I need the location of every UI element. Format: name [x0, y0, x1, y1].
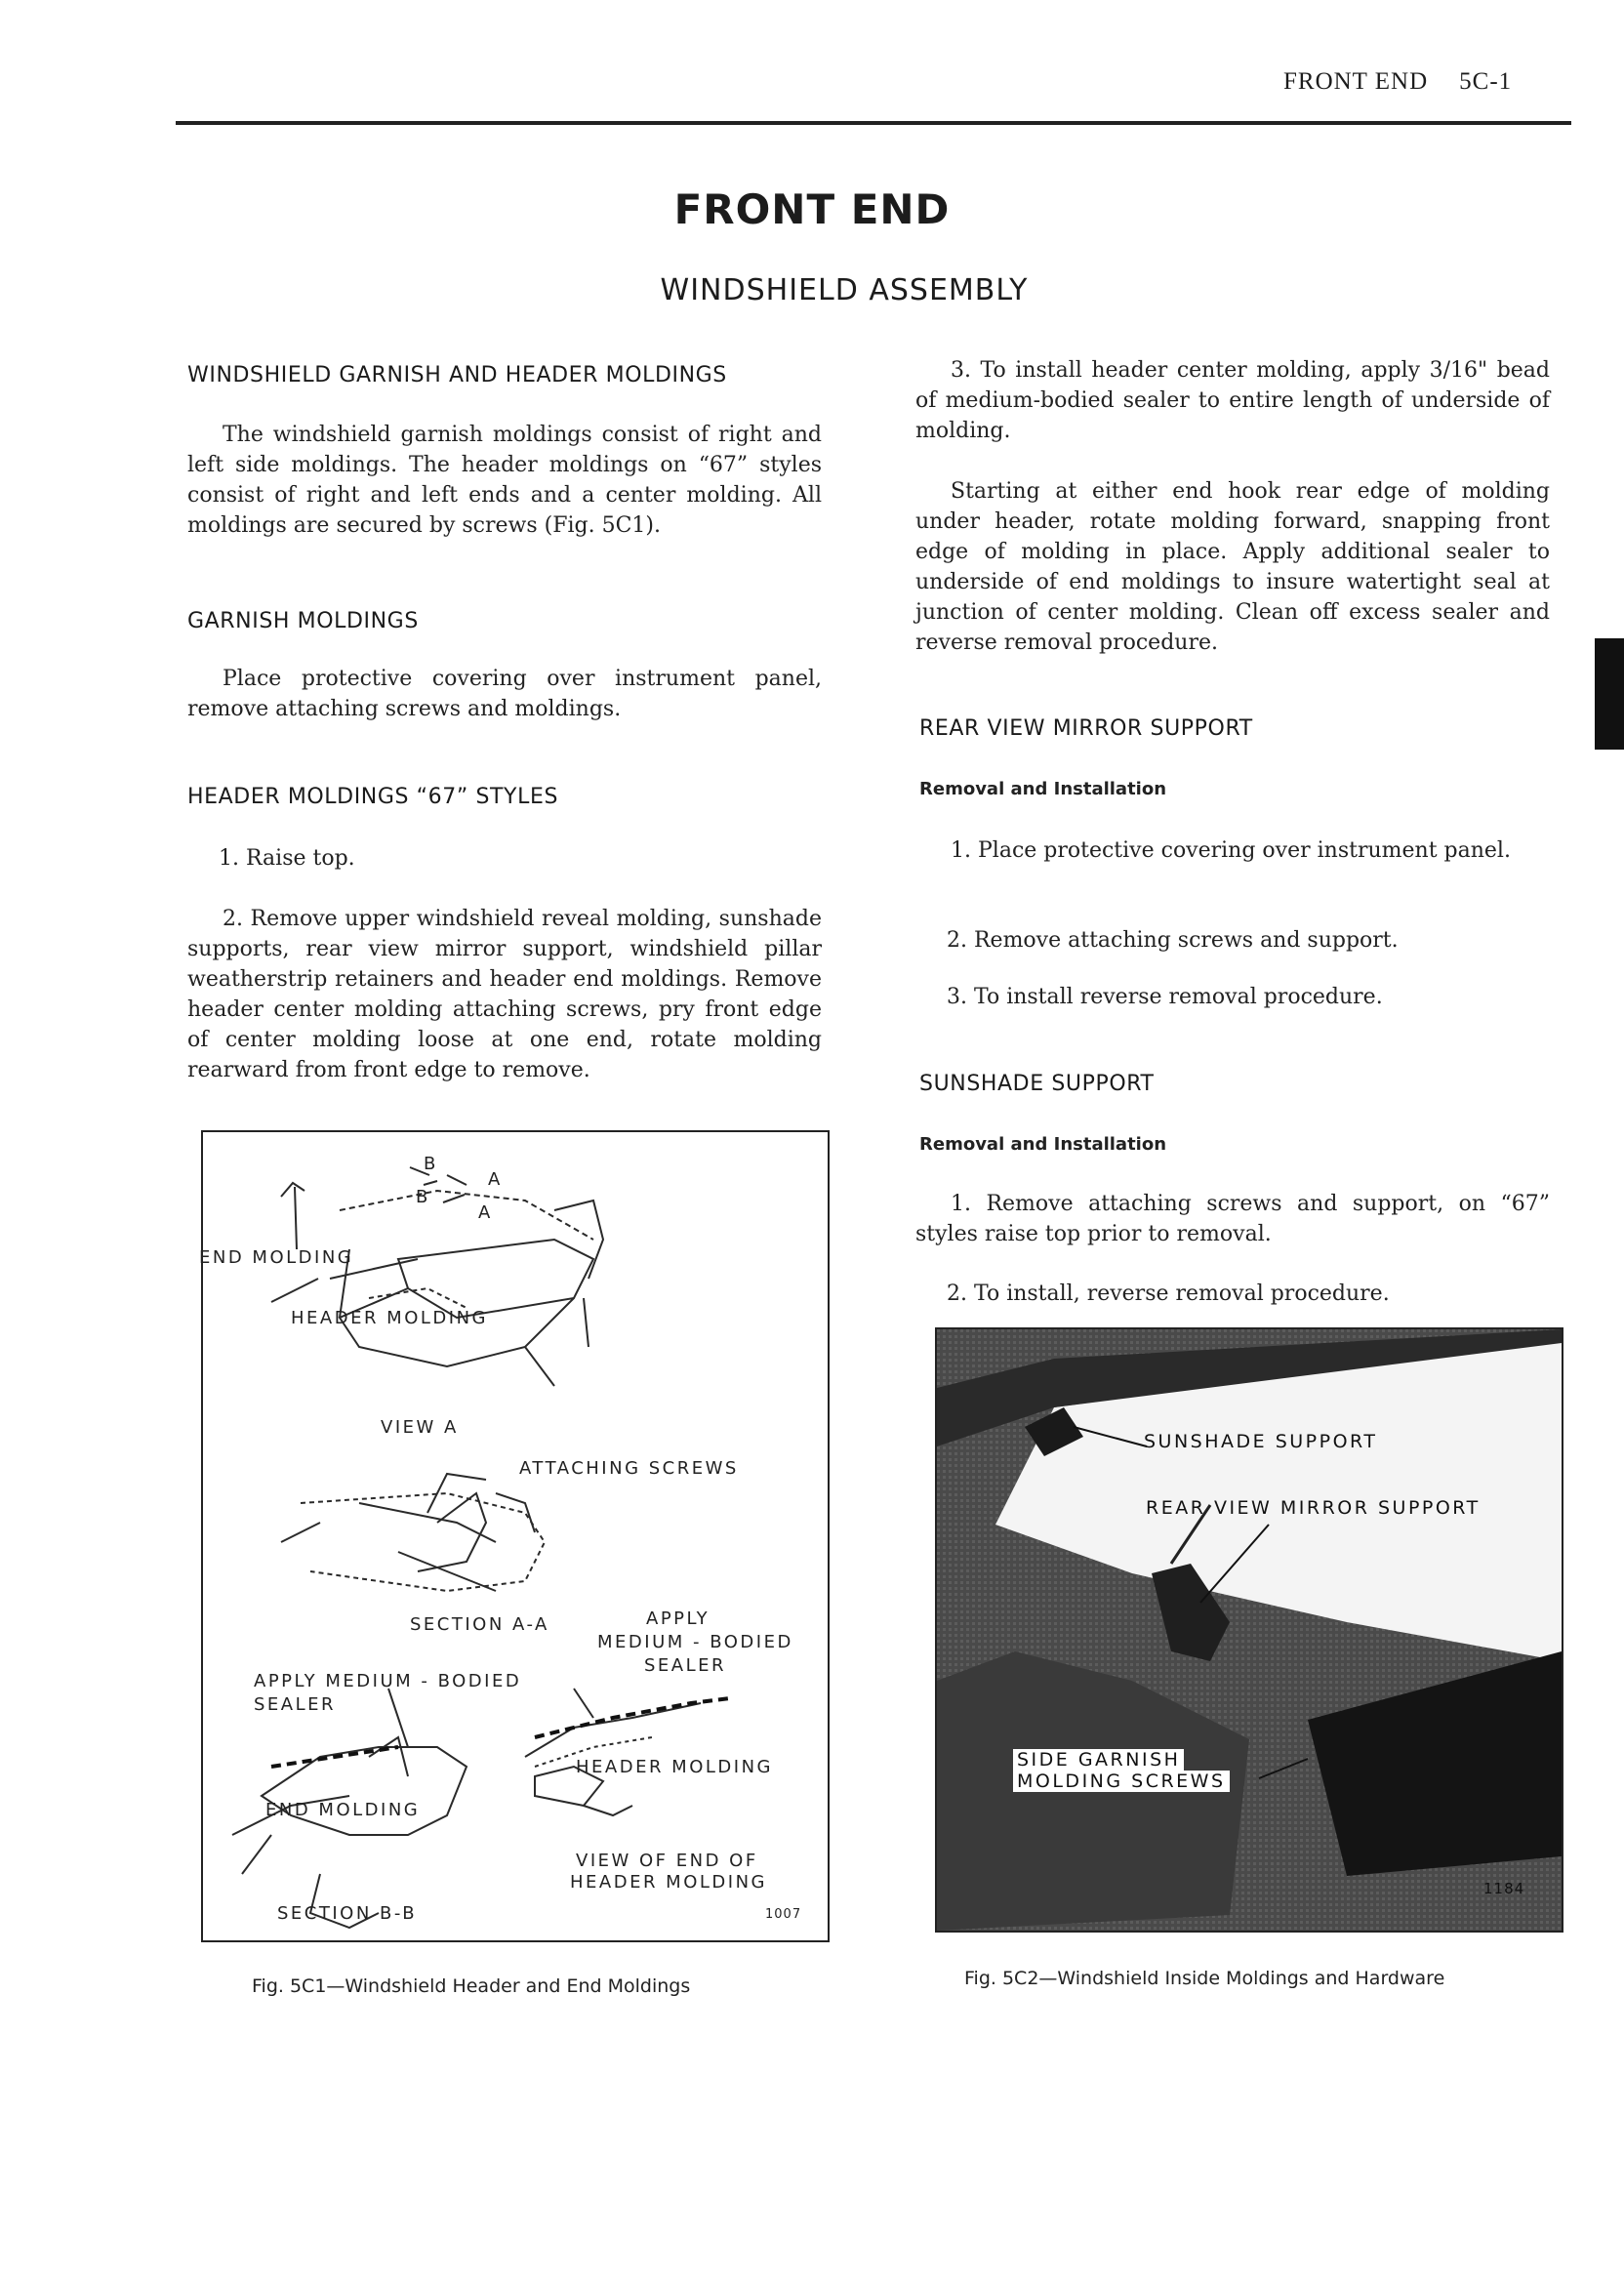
label-a-2: A — [478, 1202, 493, 1223]
label-a-1: A — [488, 1169, 503, 1190]
paragraph-garnish: Place protective covering over instrument panel, remove attaching screws and moldings. — [187, 667, 822, 721]
section-thumb-tab — [1595, 638, 1624, 750]
subheading-mirror-removal: Removal and Installation — [919, 779, 1167, 799]
sunshade-step-1: 1. Remove attaching screws and support, on “67” styles raise top prior to removal. — [915, 1192, 1550, 1246]
label-section-bb: SECTION B-B — [277, 1903, 418, 1924]
label-view-end-1: VIEW OF END OF — [576, 1851, 758, 1871]
mirror-step-1: 1. Place protective covering over instrument panel. — [951, 838, 1511, 863]
label-mirror-support: REAR VIEW MIRROR SUPPORT — [1146, 1497, 1481, 1519]
figure-5c1 — [201, 1130, 830, 1942]
heading-mirror-support: REAR VIEW MIRROR SUPPORT — [919, 716, 1253, 741]
label-header-molding-2: HEADER MOLDING — [576, 1757, 773, 1777]
label-b-2: B — [416, 1187, 430, 1207]
figure-5c2-drawing — [937, 1329, 1562, 1931]
mirror-step-3: 3. To install reverse removal procedure. — [947, 985, 1383, 1009]
heading-sunshade-support: SUNSHADE SUPPORT — [919, 1072, 1155, 1096]
subheading-sunshade-removal: Removal and Installation — [919, 1134, 1167, 1155]
mirror-step-2: 2. Remove attaching screws and support. — [947, 928, 1399, 953]
label-view-a: VIEW A — [381, 1417, 459, 1438]
step-1: 1. Raise top. — [219, 846, 355, 871]
label-header-molding: HEADER MOLDING — [291, 1308, 488, 1328]
label-sunshade-support: SUNSHADE SUPPORT — [1144, 1431, 1378, 1452]
page-title: FRONT END — [673, 185, 951, 233]
figure-number-1007: 1007 — [765, 1907, 802, 1922]
label-apply-sealer-left-2: SEALER — [254, 1694, 337, 1715]
label-apply-sealer-right-1: APPLY — [646, 1608, 710, 1629]
label-end-molding-2: END MOLDING — [265, 1800, 421, 1820]
running-header — [1283, 68, 1571, 96]
heading-header-moldings-67: HEADER MOLDINGS “67” STYLES — [187, 785, 559, 809]
label-view-end-2: HEADER MOLDING — [570, 1872, 767, 1893]
heading-garnish-header-moldings: WINDSHIELD GARNISH AND HEADER MOLDINGS — [187, 363, 727, 387]
label-garnish-screws-1: SIDE GARNISH — [1013, 1749, 1184, 1771]
paragraph-starting: Starting at either end hook rear edge of molding under header, rotate molding forward, snapping front edge of molding in place. Apply additional sealer to underside of end moldings to insure watertight seal at junction of center molding. Clean off excess sealer and reverse removal procedure. — [915, 479, 1550, 655]
figure-5c2-photo — [935, 1327, 1563, 1933]
label-attaching-screws: ATTACHING SCREWS — [519, 1458, 739, 1479]
label-section-aa: SECTION A-A — [410, 1614, 549, 1635]
running-header-section: FRONT END — [1283, 68, 1429, 95]
caption-fig-5c2: Fig. 5C2—Windshield Inside Moldings and Hardware — [964, 1968, 1445, 1989]
step-3: 3. To install header center molding, apply 3/16" bead of medium-bodied sealer to entire length of underside of molding. — [915, 358, 1550, 443]
label-apply-sealer-right-2: MEDIUM - BODIED — [597, 1632, 793, 1652]
heading-garnish-moldings: GARNISH MOLDINGS — [187, 609, 419, 633]
step-2: 2. Remove upper windshield reveal molding, sunshade supports, rear view mirror support, windshield pillar weatherstrip retainers and header end moldings. Remove header center molding attaching screws, pry front edge of center molding loose at one end, rotate molding rearward from front edge to remove. — [187, 907, 822, 1082]
label-apply-sealer-left-1: APPLY MEDIUM - BODIED — [254, 1671, 522, 1691]
header-rule — [176, 121, 1571, 125]
caption-fig-5c1: Fig. 5C1—Windshield Header and End Moldings — [252, 1975, 691, 1997]
label-apply-sealer-right-3: SEALER — [644, 1655, 727, 1676]
sunshade-step-2: 2. To install, reverse removal procedure. — [947, 1282, 1390, 1306]
page-subtitle: WINDSHIELD ASSEMBLY — [660, 273, 1029, 307]
label-end-molding: END MOLDING — [199, 1247, 354, 1268]
label-garnish-screws-2: MOLDING SCREWS — [1013, 1771, 1230, 1792]
label-b-1: B — [424, 1154, 438, 1174]
figure-number-1184: 1184 — [1483, 1880, 1525, 1897]
page-number: 5C-1 — [1459, 68, 1513, 95]
paragraph-intro: The windshield garnish moldings consist of right and left side moldings. The header moldings on “67” styles consist of right and left ends and a center molding. All moldings are secured by screws (Fig. 5C1). — [187, 423, 822, 538]
